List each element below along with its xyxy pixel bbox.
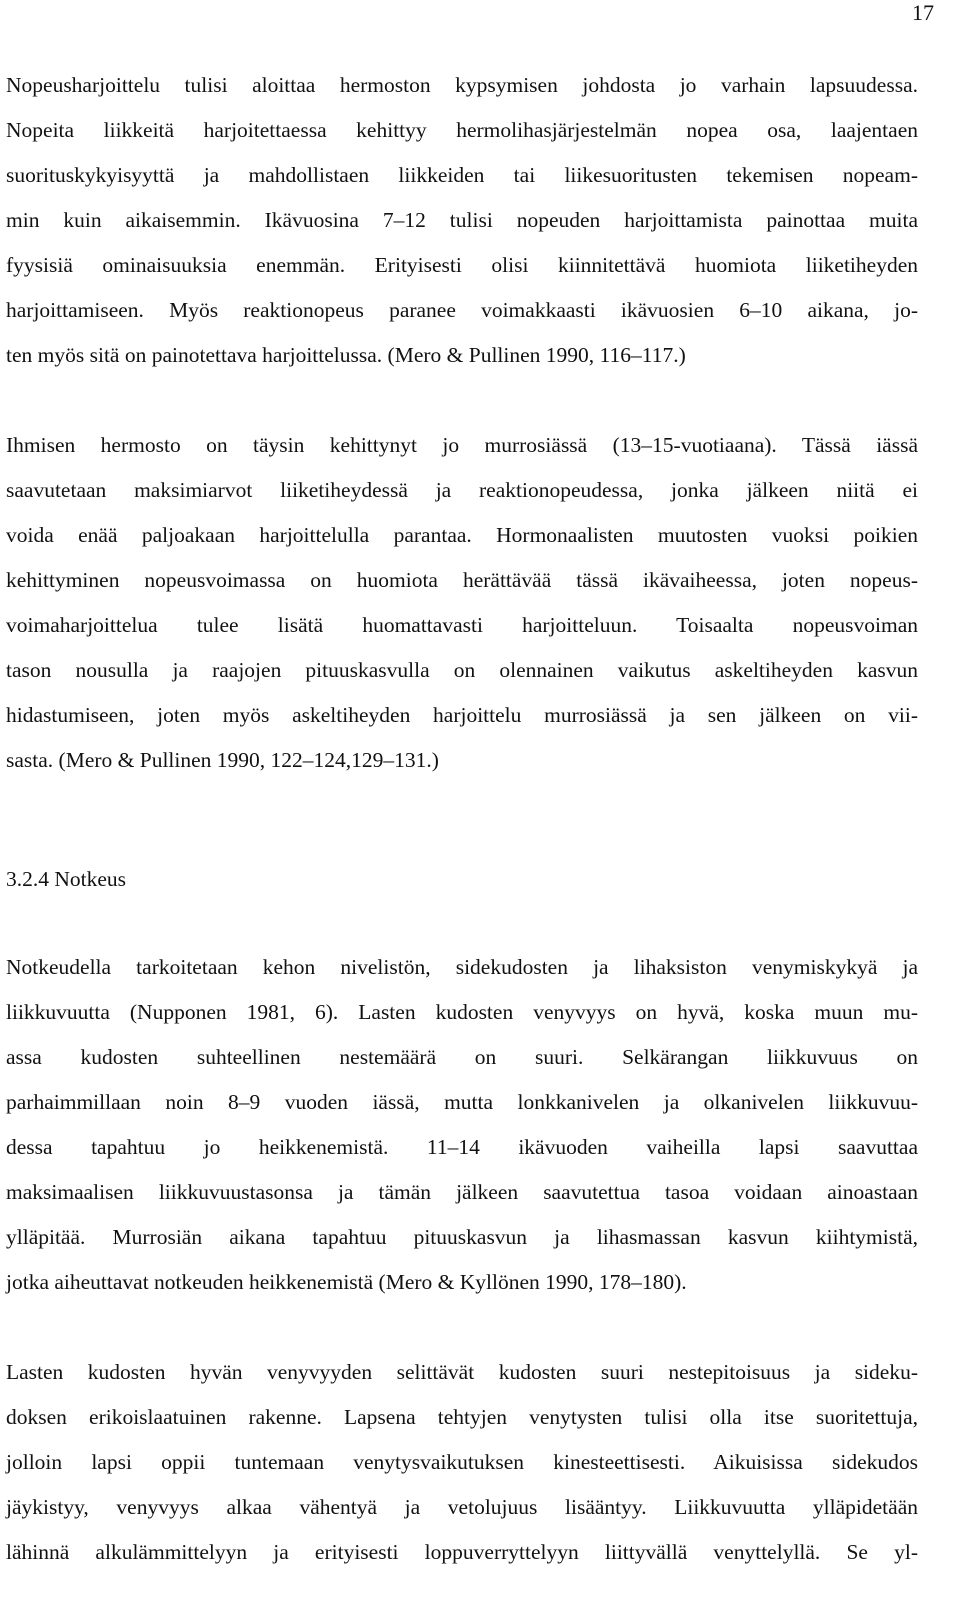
text-line: dessa tapahtuu jo heikkenemistä. 11–14 ikävuoden vaiheilla lapsi saavuttaa <box>6 1135 918 1159</box>
text-line: min kuin aikaisemmin. Ikävuosina 7–12 tulisi nopeuden harjoittamista painottaa muita <box>6 208 918 232</box>
text-line: jotka aiheuttavat notkeuden heikkenemistä (Mero & Kyllönen 1990, 178–180). <box>6 1270 687 1294</box>
text-line: doksen erikoislaatuinen rakenne. Lapsena tehtyjen venytysten tulisi olla itse suoritettuja, <box>6 1405 918 1429</box>
page-number: 17 <box>912 0 934 25</box>
text-line: parhaimmillaan noin 8–9 vuoden iässä, mutta lonkkanivelen ja olkanivelen liikkuvuu- <box>6 1090 918 1114</box>
text-line: harjoittamiseen. Myös reaktionopeus paranee voimakkaasti ikävuosien 6–10 aikana, jo- <box>6 298 918 322</box>
text-line: Ihmisen hermosto on täysin kehittynyt jo murrosiässä (13–15-vuotiaana). Tässä iässä <box>6 433 918 457</box>
text-line: maksimaalisen liikkuvuustasonsa ja tämän jälkeen saavutettua tasoa voidaan ainoastaan <box>6 1180 918 1204</box>
text-line: liikkuvuutta (Nupponen 1981, 6). Lasten kudosten venyvyys on hyvä, koska muun mu- <box>6 1000 918 1024</box>
text-line: sasta. (Mero & Pullinen 1990, 122–124,129–131.) <box>6 748 439 772</box>
text-line: jäykistyy, venyvyys alkaa vähentyä ja vetolujuus lisääntyy. Liikkuvuutta ylläpidetään <box>6 1495 918 1519</box>
text-line: Lasten kudosten hyvän venyvyyden selittävät kudosten suuri nestepitoisuus ja sideku- <box>6 1360 918 1384</box>
text-line: Nopeita liikkeitä harjoitettaessa kehittyy hermolihasjärjestelmän nopea osa, laajentaen <box>6 118 918 142</box>
text-line: ten myös sitä on painotettava harjoittelussa. (Mero & Pullinen 1990, 116–117.) <box>6 343 686 367</box>
text-line: kehittyminen nopeusvoimassa on huomiota herättävää tässä ikävaiheessa, joten nopeus- <box>6 568 918 592</box>
text-line: suorituskykyisyyttä ja mahdollistaen liikkeiden tai liikesuoritusten tekemisen nopeam- <box>6 163 918 187</box>
text-line: ylläpitää. Murrosiän aikana tapahtuu pituuskasvun ja lihasmassan kasvun kiihtymistä, <box>6 1225 918 1249</box>
section-heading: 3.2.4 Notkeus <box>6 867 127 891</box>
text-line: lähinnä alkulämmittelyyn ja erityisesti loppuverryttelyyn liittyvällä venyttelyllä. Se yl- <box>6 1540 918 1564</box>
text-line: fyysisiä ominaisuuksia enemmän. Erityisesti olisi kiinnitettävä huomiota liiketiheyden <box>6 253 918 277</box>
text-line: Notkeudella tarkoitetaan kehon nivelistön, sidekudosten ja lihaksiston venymiskykyä ja <box>6 955 918 979</box>
text-line: hidastumiseen, joten myös askeltiheyden harjoittelu murrosiässä ja sen jälkeen on vii- <box>6 703 918 727</box>
text-line: voimaharjoittelua tulee lisätä huomattavasti harjoitteluun. Toisaalta nopeusvoiman <box>6 613 918 637</box>
text-line: Nopeusharjoittelu tulisi aloittaa hermoston kypsymisen johdosta jo varhain lapsuudessa. <box>6 73 918 97</box>
text-line: voida enää paljoakaan harjoittelulla parantaa. Hormonaalisten muutosten vuoksi poikien <box>6 523 918 547</box>
text-line: saavutetaan maksimiarvot liiketiheydessä ja reaktionopeudessa, jonka jälkeen niitä ei <box>6 478 918 502</box>
text-line: jolloin lapsi oppii tuntemaan venytysvaikutuksen kinesteettisesti. Aikuisissa sidekudos <box>6 1450 918 1474</box>
text-line: tason nousulla ja raajojen pituuskasvulla on olennainen vaikutus askeltiheyden kasvun <box>6 658 918 682</box>
text-line: assa kudosten suhteellinen nestemäärä on suuri. Selkärangan liikkuvuus on <box>6 1045 918 1069</box>
